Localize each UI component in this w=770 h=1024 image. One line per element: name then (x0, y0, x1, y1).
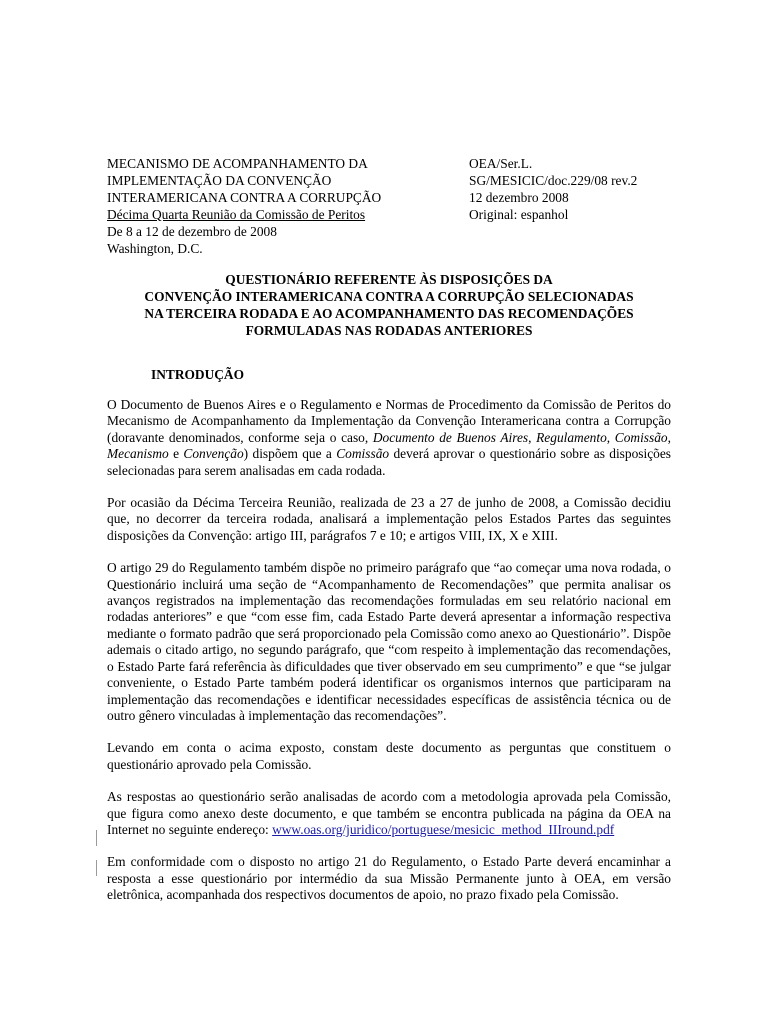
paragraph-6: Em conformidade com o disposto no artigo 21 do Regulamento, o Estado Parte deverá encaminhar a resposta a esse questionário por intermédio da sua Missão Permanente junto à OEA, em versão eletrônica, acompanhada dos respectivos documentos de apoio, no prazo fixado pela Comissão. (107, 854, 671, 903)
change-bar-2 (96, 860, 97, 876)
paragraph-5-text: As respostas ao questionário serão analisadas de acordo com a metodologia aprovada pela Comissão, que figura como anexo deste documento, e que também se encontra publicada na página da OEA na Internet no seguinte endereço: (107, 789, 671, 837)
org-line-3: INTERAMERICANA CONTRA A CORRUPÇÃO (107, 190, 382, 205)
header-document-ref-block (469, 155, 729, 223)
term-documento-buenos-aires: Documento de Buenos Aires (372, 429, 529, 445)
paragraph-3: O artigo 29 do Regulamento também dispõe no primeiro parágrafo que “ao começar uma nova rodada, o Questionário incluirá uma seção de “Acompanhamento de Recomendações” que permita analisar os avanços registrados na implementação das recomendações formuladas em seu relatório nacional em rodadas anteriores” e que “com esse fim, cada Estado Parte deverá apresentar a informação respectiva mediante o formato padrão que será proporcionado pela Comissão como anexo ao Questionário”. Dispõe ademais o citado artigo, no segundo parágrafo, que “com respeito à implementação das recomendações, o Estado Parte fará referência às dificuldades que tiver observado em seu cumprimento” e que “se julgar conveniente, o Estado Parte também poderá identificar os organismos internos que participaram na implementação das recomendações e identificar necessidades específicas de assistência técnica ou de outro gênero vinculadas à implementação das recomendações”. (107, 560, 671, 723)
paragraph-1-text-b: , (528, 429, 537, 445)
methodology-link[interactable]: www.oas.org/juridico/portuguese/mesicic_method_IIIround.pdf (272, 821, 615, 837)
paragraph-1-text-e: e (168, 446, 184, 462)
paragraph-1-text-a: O Documento de Buenos Aires e o Regulamento e Normas de Procedimento da Comissão de Peritos do Mecanismo de Acompanhamento da Implementação da Convenção Interamericana contra a Corrupção (doravante denominados, conforme seja o caso, (107, 397, 671, 445)
meeting-name: Décima Quarta Reunião da Comissão de Peritos (107, 207, 366, 222)
meeting-dates: De 8 a 12 de dezembro de 2008 (107, 224, 277, 239)
title-line-1: QUESTIONÁRIO REFERENTE ÀS DISPOSIÇÕES DA (225, 272, 553, 287)
paragraph-1 (107, 397, 671, 479)
title-line-4: FORMULADAS NAS RODADAS ANTERIORES (245, 323, 533, 338)
document-title (107, 271, 671, 339)
doc-original-language: Original: espanhol (469, 207, 569, 222)
paragraph-4: Levando em conta o acima exposto, constam deste documento as perguntas que constituem o questionário aprovado pela Comissão. (107, 740, 671, 772)
doc-series: OEA/Ser.L. (469, 156, 533, 171)
paragraph-1-text-d: , (667, 429, 671, 445)
paragraph-1-text-g: deverá aprovar o questionário sobre as disposições selecionadas para serem analisadas em cada rodada. (107, 446, 672, 478)
paragraph-5 (107, 789, 671, 838)
term-comissao: Comissão (614, 429, 668, 445)
org-line-1: MECANISMO DE ACOMPANHAMENTO DA (107, 156, 368, 171)
header-organization-block (107, 155, 447, 257)
introduction-body (107, 397, 671, 904)
title-line-2: CONVENÇÃO INTERAMERICANA CONTRA A CORRUPÇÃO SELECIONADAS (144, 289, 634, 304)
title-line-3: NA TERCEIRA RODADA E AO ACOMPANHAMENTO DAS RECOMENDAÇÕES (144, 306, 634, 321)
term-mecanismo: Mecanismo (107, 446, 169, 462)
paragraph-1-text-f: ) dispõem que a (243, 446, 337, 462)
org-line-2: IMPLEMENTAÇÃO DA CONVENÇÃO (107, 173, 332, 188)
paragraph-2: Por ocasião da Décima Terceira Reunião, realizada de 23 a 27 de junho de 2008, a Comissão decidiu que, no decorrer da terceira rodada, analisará a implementação pelos Estados Partes das seguintes disposições da Convenção: artigo III, parágrafos 7 e 10; e artigos VIII, IX, X e XIII. (107, 495, 671, 543)
term-regulamento: Regulamento (536, 429, 607, 445)
term-comissao-2: Comissão (336, 446, 390, 462)
doc-number: SG/MESICIC/doc.229/08 rev.2 (469, 173, 638, 188)
introduction-heading: INTRODUÇÃO (151, 367, 244, 382)
doc-date: 12 dezembro 2008 (469, 190, 569, 205)
paragraph-1-text-c: , (606, 429, 615, 445)
meeting-place: Washington, D.C. (107, 241, 203, 256)
change-bar-1 (96, 830, 97, 846)
term-convencao: Convenção (183, 446, 244, 462)
